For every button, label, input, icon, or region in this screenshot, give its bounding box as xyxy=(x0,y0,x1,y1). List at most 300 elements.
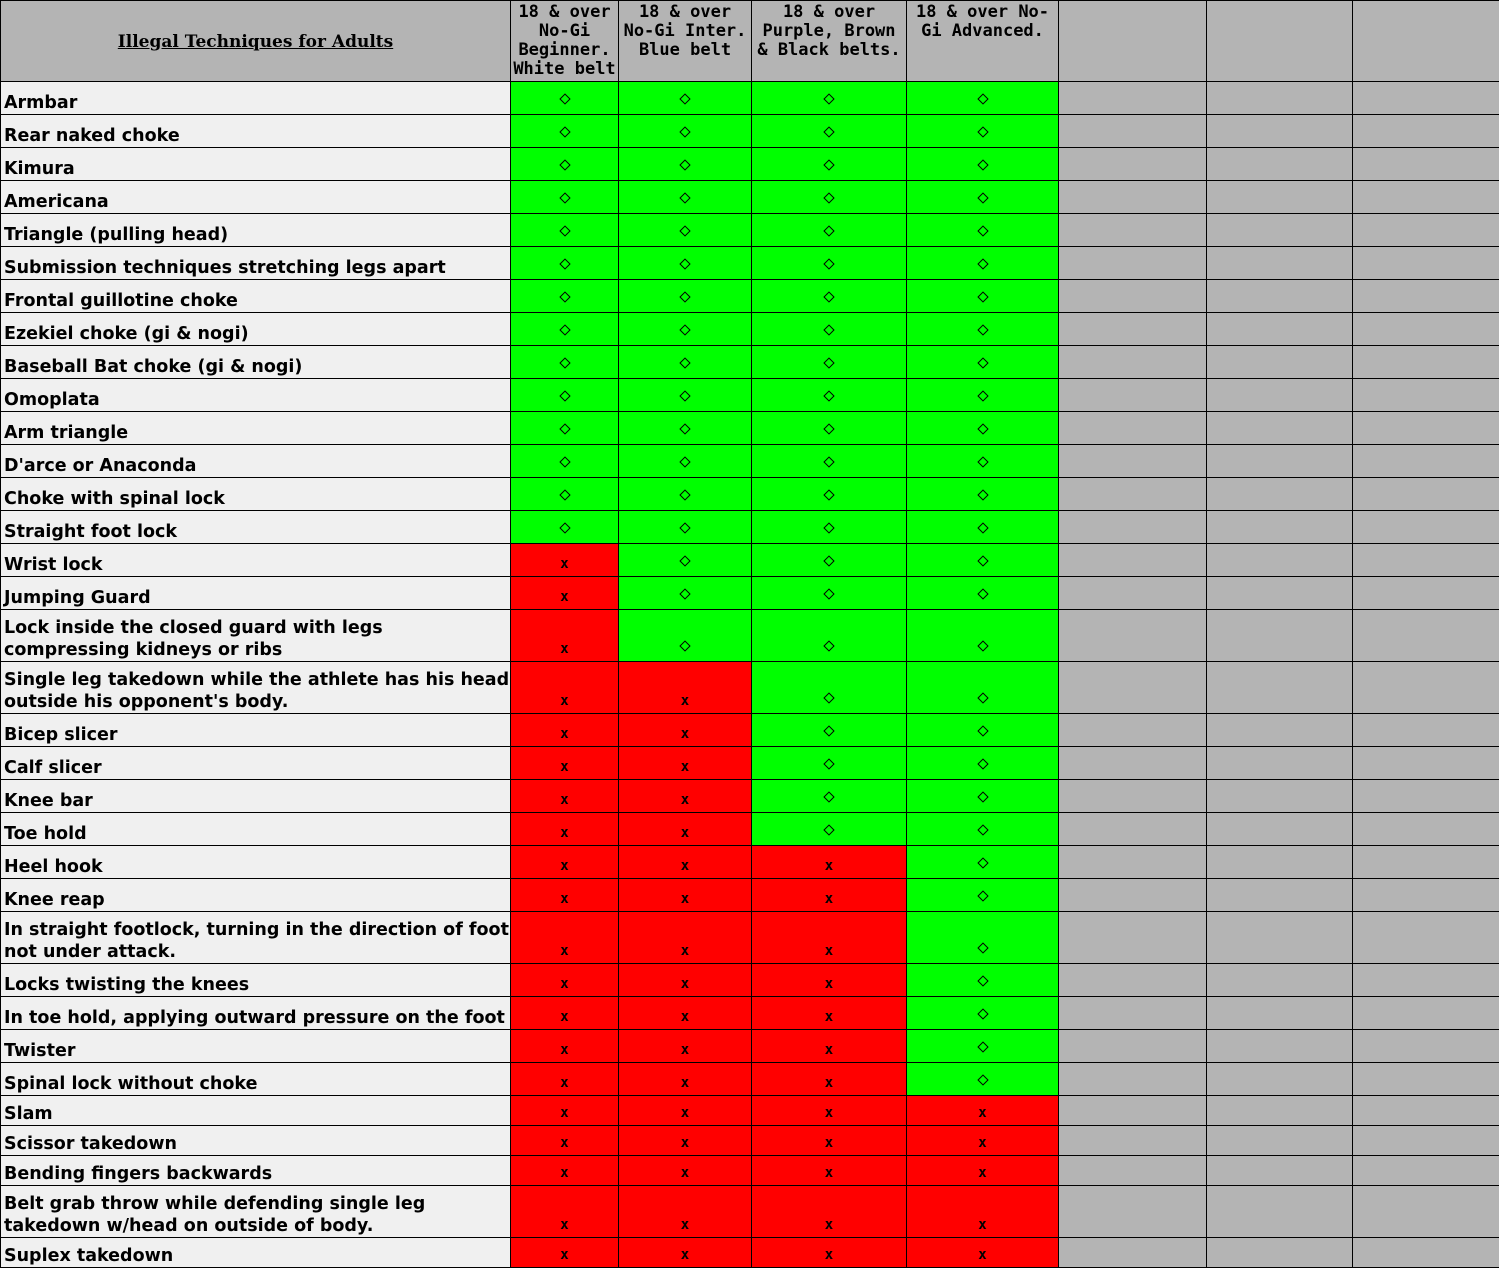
illegal-cell[interactable] xyxy=(752,1156,907,1186)
empty-cell[interactable] xyxy=(1207,82,1353,115)
empty-cell[interactable] xyxy=(1059,714,1207,747)
legal-cell[interactable] xyxy=(907,879,1059,912)
illegal-cell[interactable] xyxy=(619,964,752,997)
legal-cell[interactable] xyxy=(907,662,1059,714)
empty-cell[interactable] xyxy=(1353,846,1499,879)
empty-cell[interactable] xyxy=(1353,1186,1499,1238)
empty-cell[interactable] xyxy=(1059,1030,1207,1063)
table-row xyxy=(1,412,1499,445)
illegal-cell[interactable] xyxy=(907,1156,1059,1186)
table-row xyxy=(1,846,1499,879)
illegal-cell[interactable] xyxy=(511,879,619,912)
legal-cell[interactable] xyxy=(619,181,752,214)
legal-cell[interactable] xyxy=(907,1030,1059,1063)
empty-cell[interactable] xyxy=(1059,181,1207,214)
illegal-cell[interactable] xyxy=(511,1096,619,1126)
legal-cell[interactable] xyxy=(619,280,752,313)
legal-cell[interactable] xyxy=(907,714,1059,747)
illegal-cell[interactable] xyxy=(619,1030,752,1063)
legal-cell[interactable] xyxy=(907,445,1059,478)
empty-cell[interactable] xyxy=(1059,912,1207,964)
empty-cell[interactable] xyxy=(1353,997,1499,1030)
legal-cell[interactable] xyxy=(907,82,1059,115)
legal-cell[interactable] xyxy=(907,181,1059,214)
empty-cell[interactable] xyxy=(1353,511,1499,544)
illegal-cell[interactable] xyxy=(619,846,752,879)
empty-cell[interactable] xyxy=(1207,662,1353,714)
legal-cell[interactable] xyxy=(752,313,907,346)
x-mark: x xyxy=(560,1042,568,1058)
empty-cell[interactable] xyxy=(1207,214,1353,247)
empty-cell[interactable] xyxy=(1059,247,1207,280)
empty-cell[interactable] xyxy=(1353,1063,1499,1096)
table-row xyxy=(1,82,1499,115)
illegal-cell[interactable] xyxy=(511,662,619,714)
legal-cell[interactable] xyxy=(907,478,1059,511)
empty-cell[interactable] xyxy=(1353,445,1499,478)
empty-cell[interactable] xyxy=(1059,148,1207,181)
table-row xyxy=(1,445,1499,478)
technique-name[interactable]: Arm triangle xyxy=(1,412,511,445)
legal-cell[interactable] xyxy=(907,813,1059,846)
technique-name[interactable]: Omoplata xyxy=(1,379,511,412)
empty-cell[interactable] xyxy=(1353,714,1499,747)
empty-cell[interactable] xyxy=(1207,1030,1353,1063)
empty-cell[interactable] xyxy=(1207,346,1353,379)
illegal-cell[interactable] xyxy=(511,912,619,964)
illegal-cell[interactable] xyxy=(619,879,752,912)
table-row xyxy=(1,478,1499,511)
illegal-cell[interactable] xyxy=(619,997,752,1030)
empty-cell[interactable] xyxy=(1059,346,1207,379)
illegal-cell[interactable] xyxy=(619,662,752,714)
empty-cell[interactable] xyxy=(1207,1126,1353,1156)
empty-cell[interactable] xyxy=(1353,1096,1499,1126)
illegal-cell[interactable] xyxy=(907,1126,1059,1156)
empty-cell[interactable] xyxy=(1353,1238,1499,1268)
empty-cell[interactable] xyxy=(1207,1238,1353,1268)
empty-cell[interactable] xyxy=(1207,544,1353,577)
illegal-cell[interactable] xyxy=(752,1238,907,1268)
legal-cell[interactable] xyxy=(907,544,1059,577)
illegal-cell[interactable] xyxy=(511,1126,619,1156)
legal-cell[interactable] xyxy=(511,412,619,445)
empty-cell[interactable] xyxy=(1207,280,1353,313)
illegal-cell[interactable] xyxy=(619,1126,752,1156)
legal-cell[interactable] xyxy=(907,115,1059,148)
column-header-purple-brown-black[interactable]: 18 & over Purple, Brown & Black belts. xyxy=(752,1,907,82)
diamond-icon xyxy=(679,291,690,302)
diamond-icon xyxy=(559,159,570,170)
table-row xyxy=(1,747,1499,780)
legal-cell[interactable] xyxy=(752,346,907,379)
x-mark: x xyxy=(825,1075,833,1091)
illegal-cell[interactable] xyxy=(752,1186,907,1238)
technique-name[interactable]: Locks twisting the knees xyxy=(1,964,511,997)
empty-cell[interactable] xyxy=(1059,313,1207,346)
illegal-cell[interactable] xyxy=(752,964,907,997)
empty-cell[interactable] xyxy=(1353,214,1499,247)
legal-cell[interactable] xyxy=(907,280,1059,313)
technique-name[interactable]: Heel hook xyxy=(1,846,511,879)
illegal-cell[interactable] xyxy=(752,1063,907,1096)
legal-cell[interactable] xyxy=(907,214,1059,247)
illegal-cell[interactable] xyxy=(752,1126,907,1156)
column-header-blue-belt[interactable]: 18 & over No-Gi Inter. Blue belt xyxy=(619,1,752,82)
illegal-cell[interactable] xyxy=(619,1156,752,1186)
legal-cell[interactable] xyxy=(619,214,752,247)
diamond-icon xyxy=(823,159,834,170)
empty-cell[interactable] xyxy=(1353,247,1499,280)
technique-name[interactable]: Triangle (pulling head) xyxy=(1,214,511,247)
illegal-cell[interactable] xyxy=(511,997,619,1030)
illegal-cell[interactable] xyxy=(752,1030,907,1063)
technique-name[interactable]: Baseball Bat choke (gi & nogi) xyxy=(1,346,511,379)
legal-cell[interactable] xyxy=(907,747,1059,780)
empty-cell[interactable] xyxy=(1207,445,1353,478)
empty-cell[interactable] xyxy=(1059,577,1207,610)
empty-cell[interactable] xyxy=(1353,280,1499,313)
legal-cell[interactable] xyxy=(511,346,619,379)
diamond-icon xyxy=(977,126,988,137)
technique-name[interactable]: Kimura xyxy=(1,148,511,181)
legal-cell[interactable] xyxy=(619,346,752,379)
x-mark: x xyxy=(681,1165,689,1181)
legal-cell[interactable] xyxy=(752,813,907,846)
empty-cell[interactable] xyxy=(1207,511,1353,544)
illegal-cell[interactable] xyxy=(511,577,619,610)
empty-cell[interactable] xyxy=(1207,1096,1353,1126)
legal-cell[interactable] xyxy=(752,148,907,181)
illegal-cell[interactable] xyxy=(752,879,907,912)
illegal-cell[interactable] xyxy=(619,714,752,747)
legal-cell[interactable] xyxy=(511,511,619,544)
legal-cell[interactable] xyxy=(752,610,907,662)
technique-name[interactable]: Straight foot lock xyxy=(1,511,511,544)
technique-name[interactable]: Knee bar xyxy=(1,780,511,813)
legal-cell[interactable] xyxy=(619,82,752,115)
illegal-cell[interactable] xyxy=(511,846,619,879)
empty-cell[interactable] xyxy=(1353,780,1499,813)
empty-cell[interactable] xyxy=(1353,478,1499,511)
legal-cell[interactable] xyxy=(752,181,907,214)
empty-cell[interactable] xyxy=(1353,313,1499,346)
illegal-cell[interactable] xyxy=(619,912,752,964)
empty-cell[interactable] xyxy=(1059,879,1207,912)
legal-cell[interactable] xyxy=(752,115,907,148)
illegal-cell[interactable] xyxy=(511,747,619,780)
legal-cell[interactable] xyxy=(511,115,619,148)
empty-cell[interactable] xyxy=(1059,445,1207,478)
legal-cell[interactable] xyxy=(752,379,907,412)
empty-cell[interactable] xyxy=(1207,997,1353,1030)
empty-cell[interactable] xyxy=(1207,846,1353,879)
empty-cell[interactable] xyxy=(1207,577,1353,610)
diamond-icon xyxy=(559,291,570,302)
illegal-cell[interactable] xyxy=(752,912,907,964)
legal-cell[interactable] xyxy=(907,511,1059,544)
illegal-cell[interactable] xyxy=(752,846,907,879)
empty-cell[interactable] xyxy=(1059,997,1207,1030)
diamond-icon xyxy=(679,489,690,500)
empty-cell[interactable] xyxy=(1207,181,1353,214)
empty-cell[interactable] xyxy=(1353,964,1499,997)
empty-cell[interactable] xyxy=(1207,610,1353,662)
legal-cell[interactable] xyxy=(619,148,752,181)
technique-name[interactable]: Armbar xyxy=(1,82,511,115)
empty-cell[interactable] xyxy=(1207,115,1353,148)
empty-cell[interactable] xyxy=(1353,82,1499,115)
technique-name[interactable]: Bicep slicer xyxy=(1,714,511,747)
illegal-cell[interactable] xyxy=(511,813,619,846)
technique-name[interactable]: Ezekiel choke (gi & nogi) xyxy=(1,313,511,346)
empty-cell[interactable] xyxy=(1207,412,1353,445)
illegal-cell[interactable] xyxy=(511,780,619,813)
empty-cell[interactable] xyxy=(1059,846,1207,879)
technique-name[interactable]: Americana xyxy=(1,181,511,214)
legal-cell[interactable] xyxy=(619,610,752,662)
empty-cell[interactable] xyxy=(1353,1126,1499,1156)
technique-name[interactable]: D'arce or Anaconda xyxy=(1,445,511,478)
empty-cell[interactable] xyxy=(1059,813,1207,846)
empty-cell[interactable] xyxy=(1207,379,1353,412)
illegal-cell[interactable] xyxy=(511,610,619,662)
technique-name[interactable]: In straight footlock, turning in the direction of foot not under attack. xyxy=(1,912,511,964)
empty-cell[interactable] xyxy=(1353,879,1499,912)
empty-cell[interactable] xyxy=(1353,115,1499,148)
illegal-cell[interactable] xyxy=(907,1186,1059,1238)
legal-cell[interactable] xyxy=(907,313,1059,346)
technique-name[interactable]: Rear naked choke xyxy=(1,115,511,148)
empty-cell[interactable] xyxy=(1207,148,1353,181)
empty-cell[interactable] xyxy=(1207,247,1353,280)
empty-cell[interactable] xyxy=(1207,964,1353,997)
legal-cell[interactable] xyxy=(619,379,752,412)
empty-cell[interactable] xyxy=(1059,1238,1207,1268)
technique-name[interactable]: Calf slicer xyxy=(1,747,511,780)
illegal-cell[interactable] xyxy=(619,1096,752,1126)
empty-cell[interactable] xyxy=(1059,1186,1207,1238)
legal-cell[interactable] xyxy=(511,82,619,115)
technique-name[interactable]: Jumping Guard xyxy=(1,577,511,610)
empty-cell[interactable] xyxy=(1353,1030,1499,1063)
legal-cell[interactable] xyxy=(907,846,1059,879)
empty-cell[interactable] xyxy=(1207,912,1353,964)
legal-cell[interactable] xyxy=(907,412,1059,445)
empty-cell[interactable] xyxy=(1207,714,1353,747)
illegal-cell[interactable] xyxy=(752,1096,907,1126)
illegal-cell[interactable] xyxy=(619,1063,752,1096)
empty-cell[interactable] xyxy=(1353,544,1499,577)
empty-cell[interactable] xyxy=(1207,1156,1353,1186)
technique-name[interactable]: Suplex takedown xyxy=(1,1238,511,1268)
legal-cell[interactable] xyxy=(907,1063,1059,1096)
table-title[interactable]: Illegal Techniques for Adults xyxy=(1,1,511,82)
technique-name[interactable]: Spinal lock without choke xyxy=(1,1063,511,1096)
empty-cell[interactable] xyxy=(1059,747,1207,780)
legal-cell[interactable] xyxy=(511,313,619,346)
empty-cell[interactable] xyxy=(1059,544,1207,577)
empty-cell[interactable] xyxy=(1059,610,1207,662)
illegal-cell[interactable] xyxy=(511,1156,619,1186)
legal-cell[interactable] xyxy=(511,379,619,412)
empty-cell[interactable] xyxy=(1353,181,1499,214)
empty-cell[interactable] xyxy=(1353,1156,1499,1186)
empty-cell[interactable] xyxy=(1353,379,1499,412)
empty-cell[interactable] xyxy=(1353,747,1499,780)
technique-name[interactable]: Toe hold xyxy=(1,813,511,846)
legal-cell[interactable] xyxy=(619,445,752,478)
empty-cell[interactable] xyxy=(1353,610,1499,662)
legal-cell[interactable] xyxy=(752,577,907,610)
empty-cell[interactable] xyxy=(1207,1063,1353,1096)
legal-cell[interactable] xyxy=(511,445,619,478)
legal-cell[interactable] xyxy=(752,662,907,714)
legal-cell[interactable] xyxy=(907,912,1059,964)
empty-cell[interactable] xyxy=(1353,412,1499,445)
empty-cell[interactable] xyxy=(1353,813,1499,846)
empty-cell[interactable] xyxy=(1207,478,1353,511)
empty-cell[interactable] xyxy=(1207,813,1353,846)
legal-cell[interactable] xyxy=(907,148,1059,181)
legal-cell[interactable] xyxy=(752,445,907,478)
empty-cell[interactable] xyxy=(1059,412,1207,445)
empty-cell[interactable] xyxy=(1059,379,1207,412)
table-row xyxy=(1,511,1499,544)
empty-cell[interactable] xyxy=(1207,780,1353,813)
legal-cell[interactable] xyxy=(752,82,907,115)
illegal-cell[interactable] xyxy=(619,1238,752,1268)
empty-cell[interactable] xyxy=(1059,214,1207,247)
column-header-advanced[interactable]: 18 & over No-Gi Advanced. xyxy=(907,1,1059,82)
legal-cell[interactable] xyxy=(907,780,1059,813)
legal-cell[interactable] xyxy=(619,478,752,511)
empty-cell[interactable] xyxy=(1207,1186,1353,1238)
empty-cell[interactable] xyxy=(1353,148,1499,181)
legal-cell[interactable] xyxy=(511,247,619,280)
empty-cell[interactable] xyxy=(1353,662,1499,714)
illegal-cell[interactable] xyxy=(511,1063,619,1096)
technique-name[interactable]: Frontal guillotine choke xyxy=(1,280,511,313)
illegal-cell[interactable] xyxy=(511,1030,619,1063)
legal-cell[interactable] xyxy=(619,247,752,280)
illegal-cell[interactable] xyxy=(511,544,619,577)
empty-cell[interactable] xyxy=(1353,912,1499,964)
legal-cell[interactable] xyxy=(752,714,907,747)
legal-cell[interactable] xyxy=(907,247,1059,280)
legal-cell[interactable] xyxy=(619,115,752,148)
legal-cell[interactable] xyxy=(511,181,619,214)
table-row xyxy=(1,346,1499,379)
empty-cell[interactable] xyxy=(1059,1096,1207,1126)
legal-cell[interactable] xyxy=(907,610,1059,662)
legal-cell[interactable] xyxy=(752,747,907,780)
empty-cell[interactable] xyxy=(1353,346,1499,379)
empty-cell[interactable] xyxy=(1059,662,1207,714)
empty-header-cell[interactable] xyxy=(1207,1,1353,82)
technique-name[interactable]: In toe hold, applying outward pressure on the foot xyxy=(1,997,511,1030)
technique-name[interactable]: Knee reap xyxy=(1,879,511,912)
empty-cell[interactable] xyxy=(1059,82,1207,115)
legal-cell[interactable] xyxy=(907,997,1059,1030)
legal-cell[interactable] xyxy=(511,280,619,313)
illegal-cell[interactable] xyxy=(619,747,752,780)
legal-cell[interactable] xyxy=(907,379,1059,412)
technique-name[interactable]: Slam xyxy=(1,1096,511,1126)
empty-cell[interactable] xyxy=(1059,1126,1207,1156)
technique-name[interactable]: Single leg takedown while the athlete has his head outside his opponent's body. xyxy=(1,662,511,714)
legal-cell[interactable] xyxy=(619,544,752,577)
illegal-cell[interactable] xyxy=(511,964,619,997)
legal-cell[interactable] xyxy=(619,412,752,445)
legal-cell[interactable] xyxy=(907,577,1059,610)
technique-name[interactable]: Bending fingers backwards xyxy=(1,1156,511,1186)
technique-name[interactable]: Submission techniques stretching legs apart xyxy=(1,247,511,280)
technique-name[interactable]: Wrist lock xyxy=(1,544,511,577)
legal-cell[interactable] xyxy=(752,478,907,511)
legal-cell[interactable] xyxy=(511,214,619,247)
legal-cell[interactable] xyxy=(752,214,907,247)
empty-cell[interactable] xyxy=(1059,1156,1207,1186)
legal-cell[interactable] xyxy=(752,780,907,813)
legal-cell[interactable] xyxy=(907,964,1059,997)
legal-cell[interactable] xyxy=(619,511,752,544)
legal-cell[interactable] xyxy=(619,313,752,346)
empty-cell[interactable] xyxy=(1059,511,1207,544)
illegal-cell[interactable] xyxy=(752,997,907,1030)
illegal-cell[interactable] xyxy=(619,1186,752,1238)
legal-cell[interactable] xyxy=(907,346,1059,379)
empty-header-cell[interactable] xyxy=(1353,1,1499,82)
technique-name[interactable]: Scissor takedown xyxy=(1,1126,511,1156)
technique-name[interactable]: Choke with spinal lock xyxy=(1,478,511,511)
legal-cell[interactable] xyxy=(619,577,752,610)
illegal-cell[interactable] xyxy=(511,1238,619,1268)
legal-cell[interactable] xyxy=(511,478,619,511)
empty-cell[interactable] xyxy=(1207,747,1353,780)
column-header-white-belt[interactable]: 18 & over No-Gi Beginner. White belt xyxy=(511,1,619,82)
empty-cell[interactable] xyxy=(1059,280,1207,313)
illegal-cell[interactable] xyxy=(907,1238,1059,1268)
legal-cell[interactable] xyxy=(752,544,907,577)
empty-cell[interactable] xyxy=(1059,780,1207,813)
empty-header-cell[interactable] xyxy=(1059,1,1207,82)
legal-cell[interactable] xyxy=(752,280,907,313)
legal-cell[interactable] xyxy=(752,247,907,280)
empty-cell[interactable] xyxy=(1059,964,1207,997)
empty-cell[interactable] xyxy=(1353,577,1499,610)
illegal-cell[interactable] xyxy=(619,780,752,813)
illegal-cell[interactable] xyxy=(619,813,752,846)
diamond-icon xyxy=(823,522,834,533)
technique-name[interactable]: Belt grab throw while defending single leg takedown w/head on outside of body. xyxy=(1,1186,511,1238)
legal-cell[interactable] xyxy=(752,412,907,445)
x-mark: x xyxy=(681,943,689,959)
technique-name[interactable]: Twister xyxy=(1,1030,511,1063)
x-mark: x xyxy=(825,1135,833,1151)
empty-cell[interactable] xyxy=(1207,313,1353,346)
empty-cell[interactable] xyxy=(1059,1063,1207,1096)
illegal-cell[interactable] xyxy=(907,1096,1059,1126)
technique-name[interactable]: Lock inside the closed guard with legs compressing kidneys or ribs xyxy=(1,610,511,662)
empty-cell[interactable] xyxy=(1059,478,1207,511)
illegal-cell[interactable] xyxy=(511,714,619,747)
legal-cell[interactable] xyxy=(511,148,619,181)
legal-cell[interactable] xyxy=(752,511,907,544)
empty-cell[interactable] xyxy=(1059,115,1207,148)
illegal-cell[interactable] xyxy=(511,1186,619,1238)
empty-cell[interactable] xyxy=(1207,879,1353,912)
